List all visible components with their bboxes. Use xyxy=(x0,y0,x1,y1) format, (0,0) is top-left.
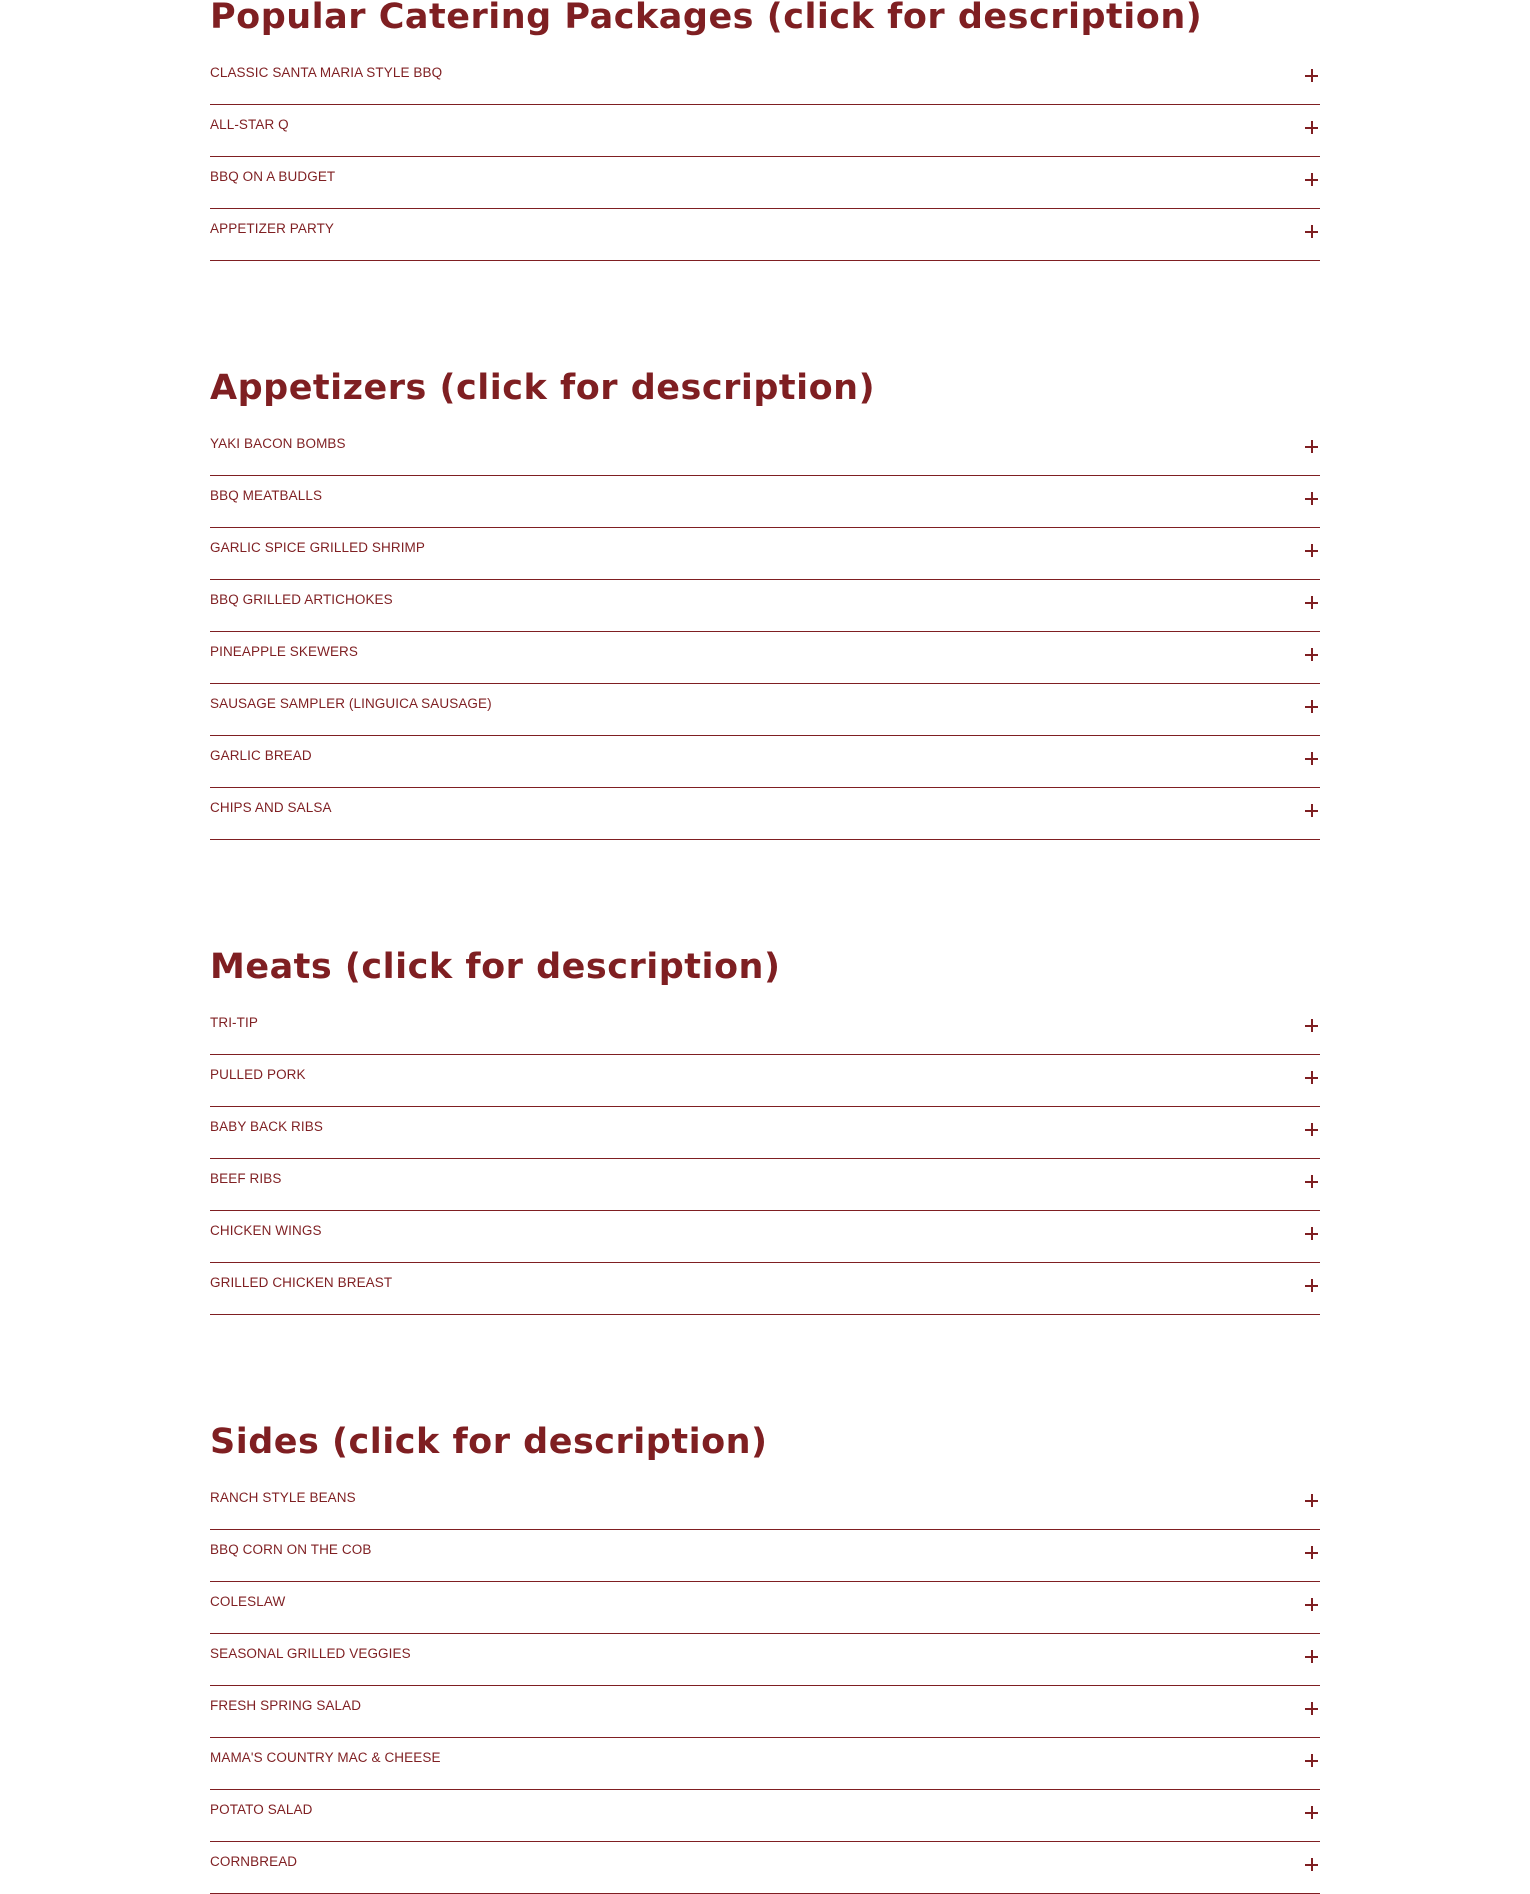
accordion-item-label: CHICKEN WINGS xyxy=(210,1223,322,1238)
accordion-item-label: COLESLAW xyxy=(210,1594,286,1609)
sides-accordion xyxy=(210,1478,1320,1894)
plus-icon[interactable] xyxy=(1305,440,1318,453)
accordion-item-label: CLASSIC SANTA MARIA STYLE BBQ xyxy=(210,65,443,80)
accordion-item-label: BBQ GRILLED ARTICHOKES xyxy=(210,592,393,607)
accordion-item-mamas-country-mac-and-cheese[interactable] xyxy=(210,1738,1320,1790)
accordion-item-label: PULLED PORK xyxy=(210,1067,306,1082)
plus-icon[interactable] xyxy=(1305,1494,1318,1507)
accordion-item-label: CHIPS AND SALSA xyxy=(210,800,332,815)
accordion-item-label: PINEAPPLE SKEWERS xyxy=(210,644,358,659)
accordion-item-label: APPETIZER PARTY xyxy=(210,221,335,236)
accordion-item-seasonal-grilled-veggies[interactable] xyxy=(210,1634,1320,1686)
accordion-item-bbq-meatballs[interactable] xyxy=(210,476,1320,528)
plus-icon[interactable] xyxy=(1305,1806,1318,1819)
accordion-item-bbq-on-a-budget[interactable] xyxy=(210,157,1320,209)
appetizers-accordion xyxy=(210,424,1320,840)
plus-icon[interactable] xyxy=(1305,804,1318,817)
accordion-item-label: BBQ ON A BUDGET xyxy=(210,169,336,184)
catering-menu-page xyxy=(210,0,1320,1894)
accordion-item-label: BBQ MEATBALLS xyxy=(210,488,323,503)
plus-icon[interactable] xyxy=(1305,1702,1318,1715)
plus-icon[interactable] xyxy=(1305,1598,1318,1611)
plus-icon[interactable] xyxy=(1305,69,1318,82)
accordion-item-label: RANCH STYLE BEANS xyxy=(210,1490,356,1505)
packages-section xyxy=(210,0,1320,261)
accordion-item-chips-and-salsa[interactable] xyxy=(210,788,1320,840)
accordion-item-coleslaw[interactable] xyxy=(210,1582,1320,1634)
accordion-item-appetizer-party[interactable] xyxy=(210,209,1320,261)
accordion-item-pulled-pork[interactable] xyxy=(210,1055,1320,1107)
accordion-item-label: CORNBREAD xyxy=(210,1854,298,1869)
accordion-item-label: SEASONAL GRILLED VEGGIES xyxy=(210,1646,411,1661)
accordion-item-label: YAKI BACON BOMBS xyxy=(210,436,346,451)
section-title: Appetizers (click for description) xyxy=(210,368,876,408)
accordion-item-chicken-wings[interactable] xyxy=(210,1211,1320,1263)
accordion-item-cornbread[interactable] xyxy=(210,1842,1320,1894)
meats-section xyxy=(210,948,1320,1315)
accordion-item-label: BBQ CORN ON THE COB xyxy=(210,1542,372,1557)
plus-icon[interactable] xyxy=(1305,1546,1318,1559)
appetizers-section xyxy=(210,369,1320,840)
plus-icon[interactable] xyxy=(1305,173,1318,186)
plus-icon[interactable] xyxy=(1305,648,1318,661)
accordion-item-label: FRESH SPRING SALAD xyxy=(210,1698,362,1713)
accordion-item-label: BEEF RIBS xyxy=(210,1171,282,1186)
plus-icon[interactable] xyxy=(1305,1650,1318,1663)
sides-section xyxy=(210,1423,1320,1894)
accordion-item-bbq-corn-on-the-cob[interactable] xyxy=(210,1530,1320,1582)
accordion-item-garlic-spice-grilled-shrimp[interactable] xyxy=(210,528,1320,580)
accordion-item-baby-back-ribs[interactable] xyxy=(210,1107,1320,1159)
plus-icon[interactable] xyxy=(1305,752,1318,765)
accordion-item-label: ALL-STAR Q xyxy=(210,117,289,132)
accordion-item-label: SAUSAGE SAMPLER (LINGUICA SAUSAGE) xyxy=(210,696,492,711)
accordion-item-all-star-q[interactable] xyxy=(210,105,1320,157)
accordion-item-label: POTATO SALAD xyxy=(210,1802,313,1817)
accordion-item-garlic-bread[interactable] xyxy=(210,736,1320,788)
accordion-item-bbq-grilled-artichokes[interactable] xyxy=(210,580,1320,632)
accordion-item-yaki-bacon-bombs[interactable] xyxy=(210,424,1320,476)
accordion-item-beef-ribs[interactable] xyxy=(210,1159,1320,1211)
accordion-item-classic-santa-maria-style-bbq[interactable] xyxy=(210,53,1320,105)
section-title: Popular Catering Packages (click for description) xyxy=(210,0,1203,37)
plus-icon[interactable] xyxy=(1305,1279,1318,1292)
accordion-item-sausage-sampler[interactable] xyxy=(210,684,1320,736)
accordion-item-label: MAMA'S COUNTRY MAC & CHEESE xyxy=(210,1750,441,1765)
accordion-item-label: BABY BACK RIBS xyxy=(210,1119,323,1134)
plus-icon[interactable] xyxy=(1305,1175,1318,1188)
accordion-item-label: GARLIC SPICE GRILLED SHRIMP xyxy=(210,540,426,555)
accordion-item-label: GRILLED CHICKEN BREAST xyxy=(210,1275,393,1290)
plus-icon[interactable] xyxy=(1305,492,1318,505)
accordion-item-label: GARLIC BREAD xyxy=(210,748,312,763)
plus-icon[interactable] xyxy=(1305,1858,1318,1871)
plus-icon[interactable] xyxy=(1305,1071,1318,1084)
plus-icon[interactable] xyxy=(1305,121,1318,134)
plus-icon[interactable] xyxy=(1305,1227,1318,1240)
plus-icon[interactable] xyxy=(1305,1019,1318,1032)
section-title: Sides (click for description) xyxy=(210,1422,768,1462)
accordion-item-label: TRI-TIP xyxy=(210,1015,258,1030)
plus-icon[interactable] xyxy=(1305,700,1318,713)
accordion-item-ranch-style-beans[interactable] xyxy=(210,1478,1320,1530)
accordion-item-tri-tip[interactable] xyxy=(210,1003,1320,1055)
accordion-item-fresh-spring-salad[interactable] xyxy=(210,1686,1320,1738)
accordion-item-grilled-chicken-breast[interactable] xyxy=(210,1263,1320,1315)
accordion-item-pineapple-skewers[interactable] xyxy=(210,632,1320,684)
plus-icon[interactable] xyxy=(1305,1123,1318,1136)
plus-icon[interactable] xyxy=(1305,1754,1318,1767)
meats-accordion xyxy=(210,1003,1320,1315)
section-title: Meats (click for description) xyxy=(210,947,781,987)
accordion-item-potato-salad[interactable] xyxy=(210,1790,1320,1842)
packages-accordion xyxy=(210,53,1320,261)
plus-icon[interactable] xyxy=(1305,544,1318,557)
plus-icon[interactable] xyxy=(1305,596,1318,609)
plus-icon[interactable] xyxy=(1305,225,1318,238)
